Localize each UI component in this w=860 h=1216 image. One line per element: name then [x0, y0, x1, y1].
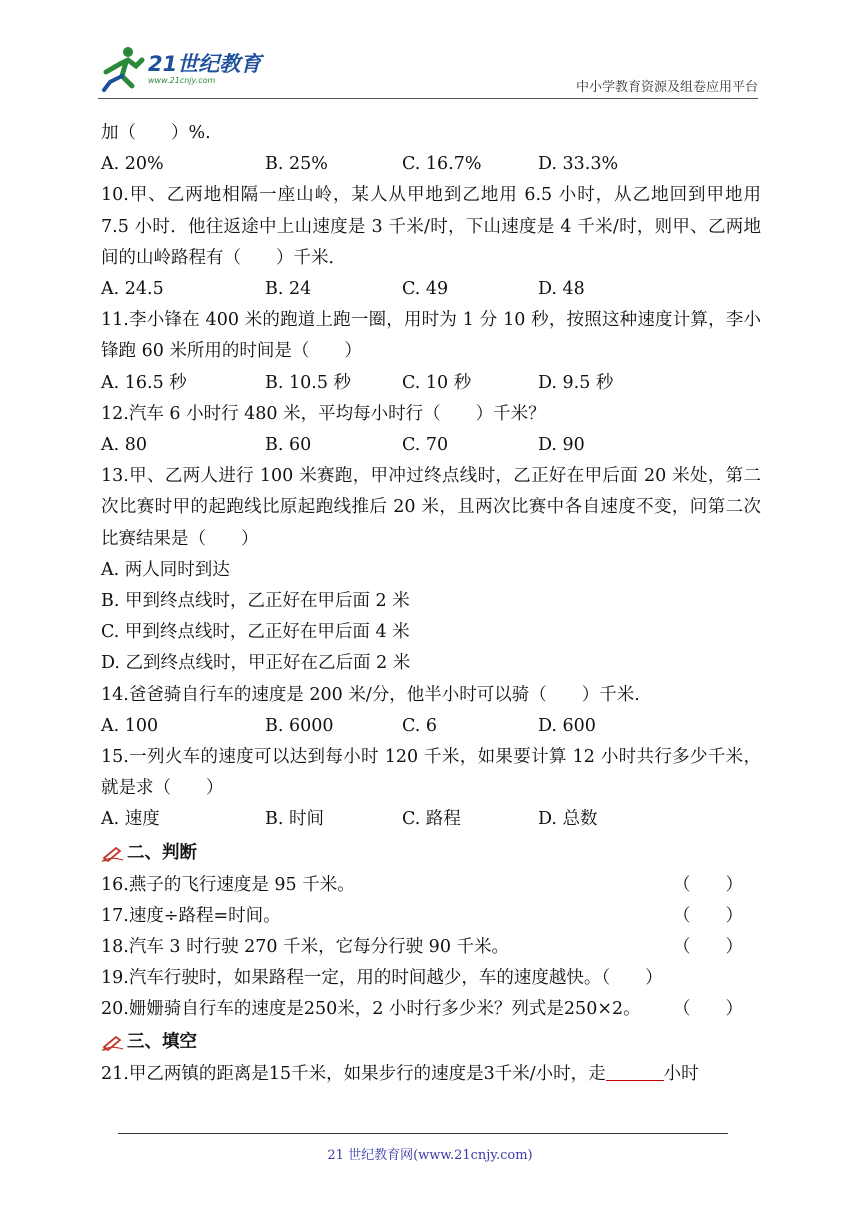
- q11-option-c: C. 10 秒: [402, 372, 472, 393]
- pencil-icon: [101, 1033, 125, 1051]
- footer-text: 21 世纪教育网(www.21cnjy.com): [327, 1148, 533, 1163]
- pencil-icon: [101, 844, 125, 862]
- q14-stem: 14.爸爸骑自行车的速度是 200 米/分，他半小时可以骑（ ）千米.: [101, 684, 640, 705]
- q14-option-a: A. 100: [101, 715, 159, 736]
- site-logo: [98, 42, 298, 96]
- page-header: [98, 42, 758, 100]
- q10-option-b: B. 24: [265, 278, 312, 299]
- q13-stem: 13.甲、乙两人进行 100 米赛跑，甲冲过终点线时，乙正好在甲后面 20 米处，第二次比赛时甲的起跑线比原起跑线推后 20 米，且两次比赛中各自速度不变，问第二次比赛结果是（ ）: [101, 466, 761, 549]
- q15-option-c: C. 路程: [402, 809, 461, 830]
- q12-options: [101, 430, 761, 461]
- q12-stem: 12.汽车 6 小时行 480 米，平均每小时行（ ）千米？: [101, 403, 546, 424]
- q13-option-c: C. 甲到终点线时，乙正好在甲后面 4 米: [101, 622, 410, 643]
- q9-option-a: A. 20%: [101, 154, 164, 175]
- q21: [101, 1059, 761, 1090]
- q12-option-b: B. 60: [265, 434, 312, 455]
- q9-option-c: C. 16.7%: [402, 154, 482, 175]
- q15-stem: 15.一列火车的速度可以达到每小时 120 千米，如果要计算 12 小时共行多少千米，就是求（ ）: [101, 746, 761, 799]
- judgment-16: [101, 870, 761, 901]
- q9-option-b: B. 25%: [265, 154, 328, 175]
- q14-option-b: B. 6000: [265, 715, 334, 736]
- q14-option-c: C. 6: [402, 715, 438, 736]
- logo-text: 21世纪教育: [148, 52, 262, 76]
- judgment-18: [101, 932, 761, 963]
- judgment-17-answer[interactable]: （ ）: [673, 905, 743, 926]
- q9-tail: 加（ ）%.: [101, 123, 211, 143]
- judgment-20-text: 20.姗姗骑自行车的速度是250米，2 小时行多少米？列式是250×2。: [101, 999, 641, 1020]
- judgment-18-text: 18.汽车 3 时行驶 270 千米，它每分行驶 90 千米。: [101, 936, 510, 957]
- q14-options: [101, 711, 761, 742]
- judgment-20: [101, 994, 761, 1025]
- q11-option-a: A. 16.5 秒: [101, 372, 187, 393]
- q10-option-c: C. 49: [402, 278, 449, 299]
- q10-option-d: D. 48: [538, 278, 585, 299]
- section-fill-title: 三、填空: [127, 1032, 197, 1053]
- q15-option-b: B. 时间: [265, 809, 324, 830]
- q15-option-a: A. 速度: [101, 809, 160, 830]
- judgment-16-answer[interactable]: （ ）: [673, 874, 743, 895]
- q10-options: [101, 274, 761, 305]
- q14-option-d: D. 600: [538, 715, 596, 736]
- q12-option-c: C. 70: [402, 434, 449, 455]
- q11-option-b: B. 10.5 秒: [265, 372, 352, 393]
- q9-options: [101, 149, 761, 180]
- q13-option-a: A. 两人同时到达: [101, 559, 230, 580]
- q11-option-d: D. 9.5 秒: [538, 372, 614, 393]
- judgment-17: [101, 901, 761, 932]
- q15-options: [101, 804, 761, 835]
- q11-stem: 11.李小锋在 400 米的跑道上跑一圈，用时为 1 分 10 秒，按照这种速度计算，李小锋跑 60 米所用的时间是（ ）: [101, 310, 761, 362]
- judgment-19-text: 19.汽车行驶时，如果路程一定，用的时间越少，车的速度越快。: [101, 968, 602, 989]
- question-content: [101, 118, 761, 1091]
- q21-text-before: 21.甲乙两镇的距离是15千米，如果步行的速度是3千米/小时，走: [101, 1064, 606, 1085]
- judgment-19-answer[interactable]: （ ）: [601, 968, 663, 989]
- q10-stem: 10.甲、乙两地相隔一座山岭，某人从甲地到乙地用 6.5 小时，从乙地回到甲地用 7.5 小时．他往返途中上山速度是 3 千米/时，下山速度是 4 千米/时，则甲、乙两地间的山岭路程有（ ）千米．: [101, 185, 761, 268]
- judgment-18-answer[interactable]: （ ）: [673, 936, 743, 957]
- q12-option-d: D. 90: [538, 434, 585, 455]
- section-fill-heading: [101, 1025, 761, 1059]
- q12-option-a: A. 80: [101, 434, 148, 455]
- section-judgment-heading: [101, 836, 761, 870]
- judgment-16-text: 16.燕子的飞行速度是 95 千米。: [101, 874, 355, 895]
- q11-options: [101, 368, 761, 399]
- q21-blank[interactable]: [606, 1060, 664, 1081]
- q21-text-after: 小时: [663, 1064, 699, 1085]
- q13-option-b: B. 甲到终点线时，乙正好在甲后面 2 米: [101, 590, 410, 611]
- q9-option-d: D. 33.3%: [538, 154, 619, 175]
- platform-title: 中小学教育资源及组卷应用平台: [575, 80, 758, 95]
- q13-option-d: D. 乙到终点线时，甲正好在乙后面 2 米: [101, 653, 411, 674]
- footer-divider: [118, 1133, 728, 1134]
- header-divider: [98, 98, 758, 99]
- judgment-20-answer[interactable]: （ ）: [673, 999, 743, 1020]
- section-judgment-title: 二、判断: [127, 842, 197, 863]
- judgment-17-text: 17.速度÷路程=时间。: [101, 905, 281, 926]
- runner-logo-icon: [98, 42, 148, 94]
- q15-option-d: D. 总数: [538, 809, 598, 830]
- q10-option-a: A. 24.5: [101, 278, 164, 299]
- judgment-19: [101, 963, 761, 994]
- logo-url: www.21cnjy.com: [148, 76, 216, 85]
